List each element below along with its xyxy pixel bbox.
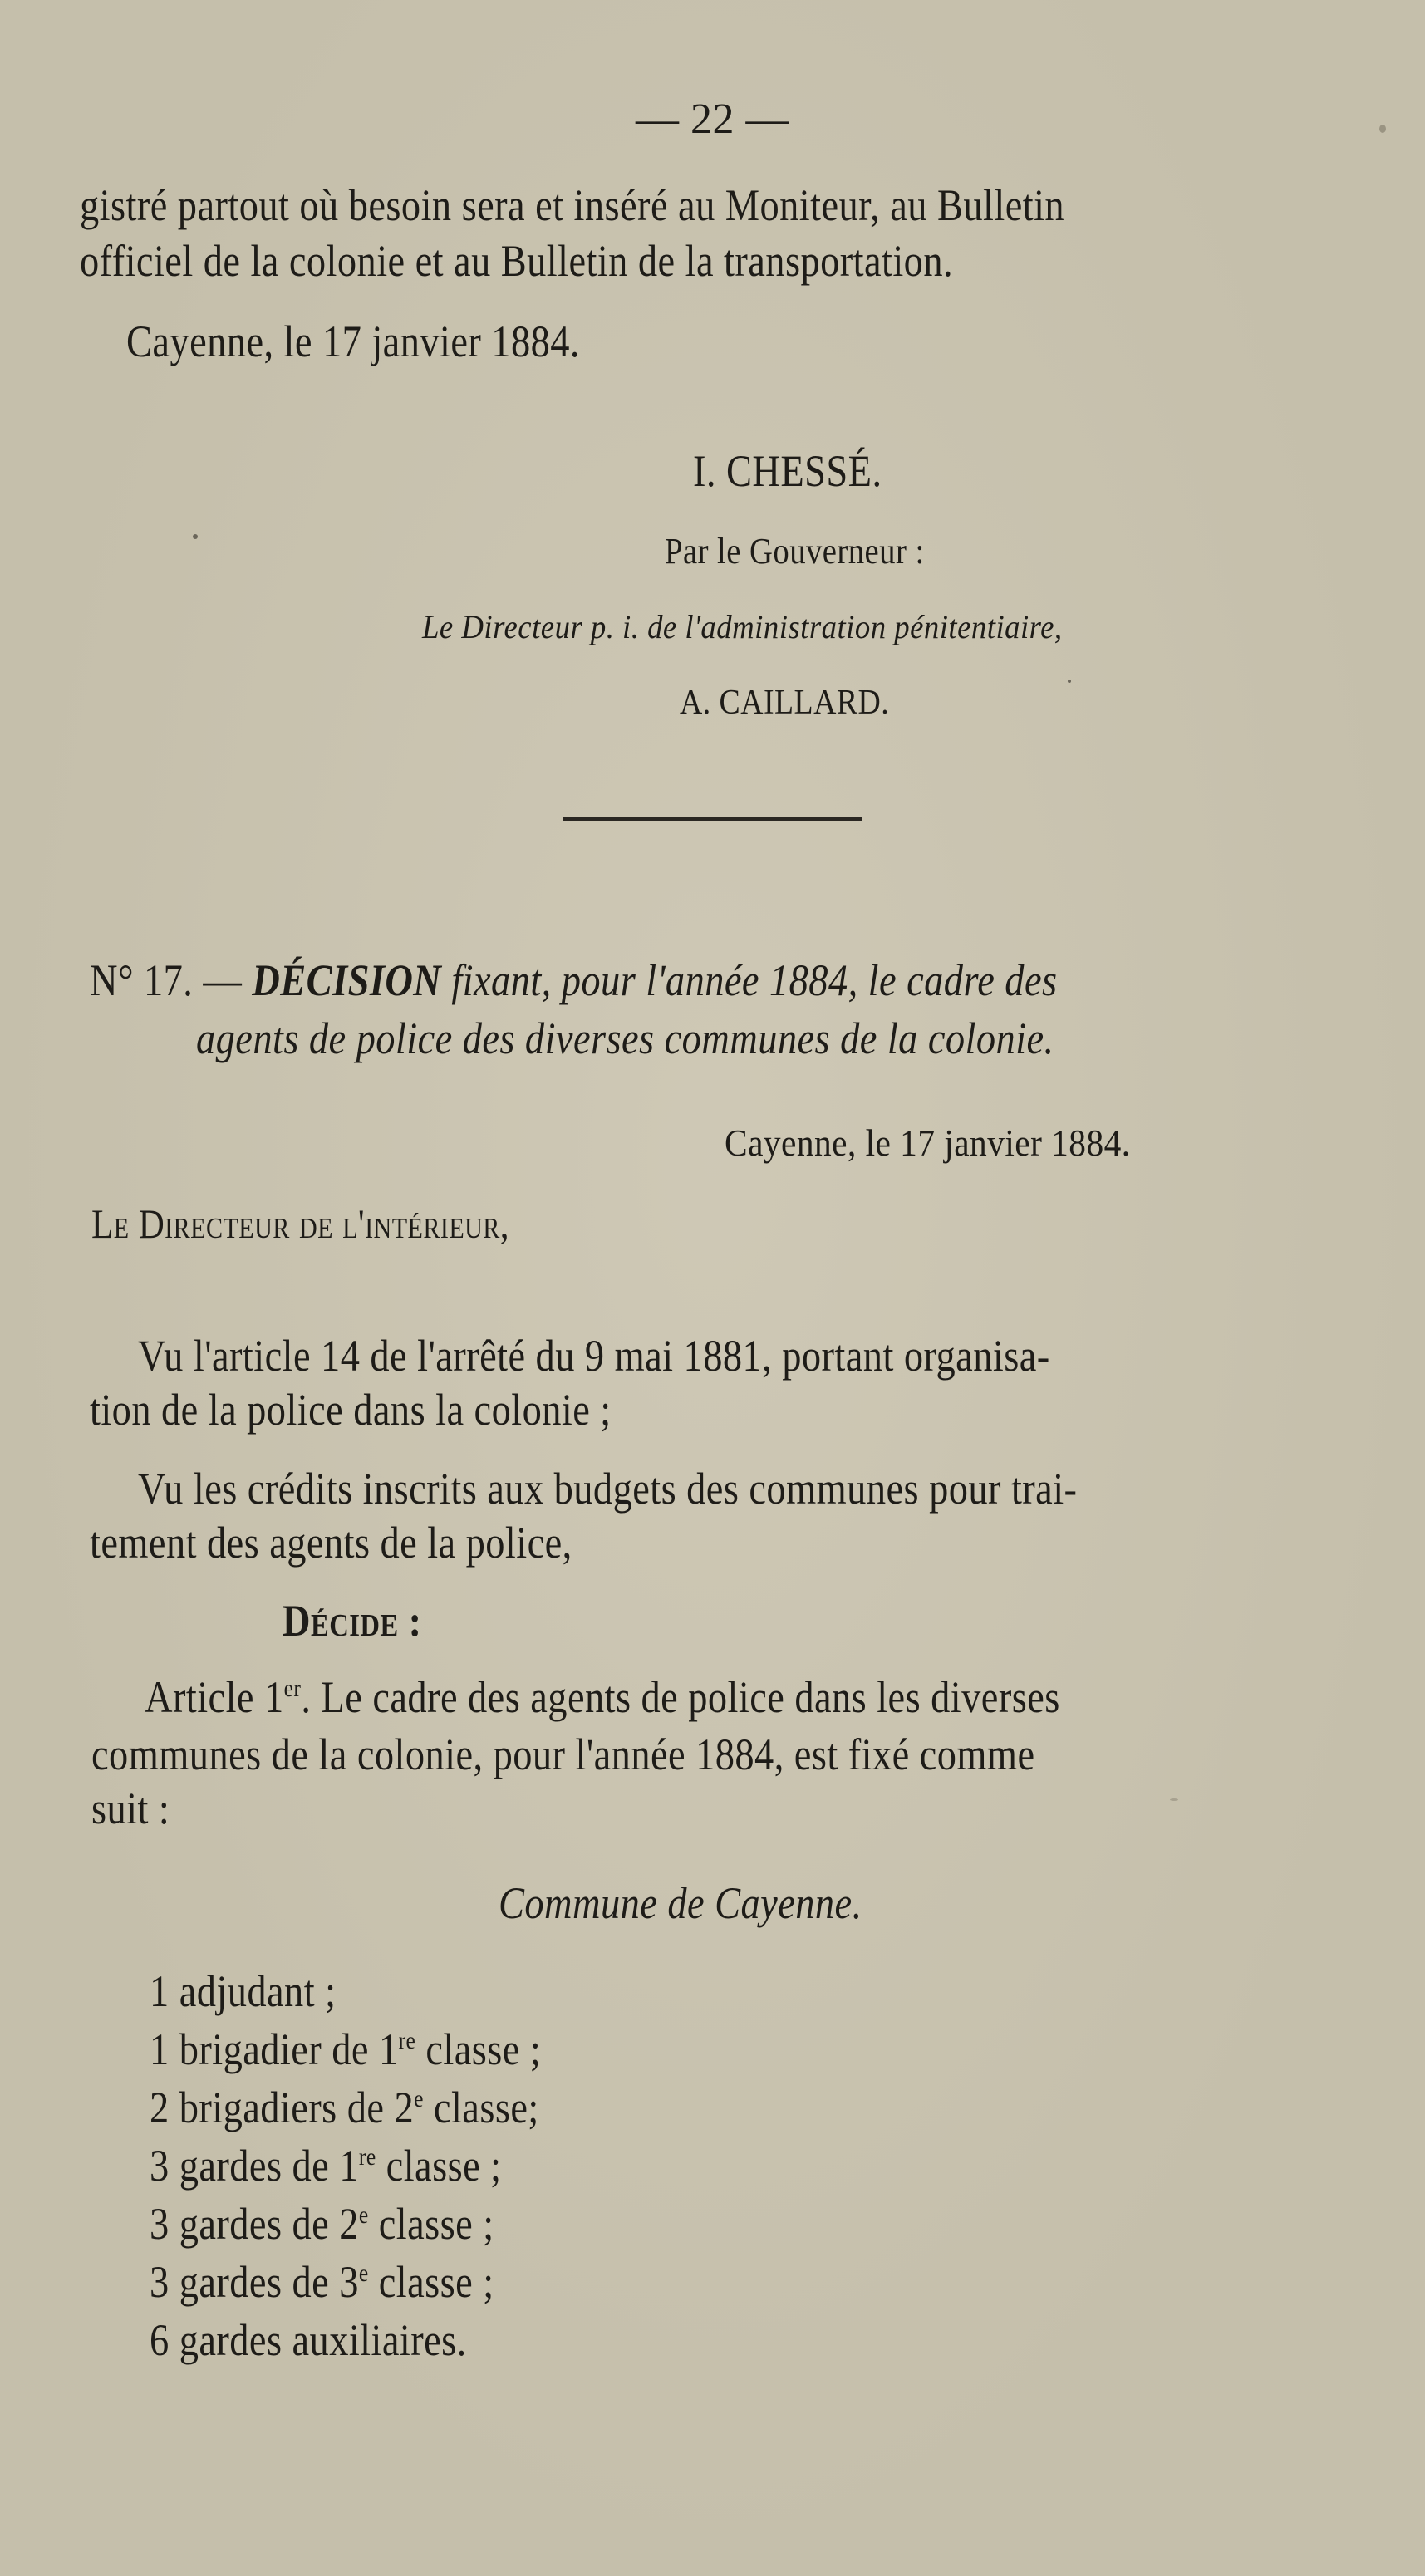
separator-rule bbox=[563, 817, 862, 821]
list-item: 3 gardes de 3e classe ; bbox=[150, 2257, 494, 2307]
text-line: Vu l'article 14 de l'arrêté du 9 mai 1881, portant organisa- bbox=[138, 1331, 1050, 1381]
text-line: officiel de la colonie et au Bulletin de la transportation. bbox=[80, 236, 954, 286]
signatory-name: I. CHESSÉ. bbox=[693, 446, 882, 496]
page-number: — 22 — bbox=[636, 96, 789, 143]
decision-heading: N° 17. — DÉCISION fixant, pour l'année 1884, le cadre des bbox=[90, 955, 1058, 1005]
scan-speck bbox=[193, 534, 198, 539]
list-item: 3 gardes de 1re classe ; bbox=[150, 2141, 502, 2191]
list-item: 2 brigadiers de 2e classe; bbox=[150, 2083, 539, 2132]
decide-heading: Décide : bbox=[283, 1596, 422, 1646]
article-1-line: Article 1er. Le cadre des agents de police dans les diverses bbox=[145, 1672, 1060, 1722]
commune-title: Commune de Cayenne. bbox=[499, 1878, 862, 1928]
text-line: tement des agents de la police, bbox=[90, 1518, 572, 1568]
list-item: 6 gardes auxiliaires. bbox=[150, 2315, 467, 2365]
scan-speck bbox=[1170, 1798, 1178, 1801]
par-le-gouverneur: Par le Gouverneur : bbox=[665, 531, 925, 572]
date-place: Cayenne, le 17 janvier 1884. bbox=[126, 316, 580, 366]
text-line: gistré partout où besoin sera et inséré au Moniteur, au Bulletin bbox=[80, 180, 1065, 230]
signatory-title: Le Directeur p. i. de l'administration pénitentiaire, bbox=[422, 608, 1063, 645]
signatory-signer: A. CAILLARD. bbox=[680, 684, 890, 722]
scan-speck bbox=[1068, 680, 1071, 683]
text-line: communes de la colonie, pour l'année 1884, est fixé comme bbox=[91, 1730, 1035, 1779]
scan-speck bbox=[1379, 125, 1386, 133]
list-item: 3 gardes de 2e classe ; bbox=[150, 2199, 494, 2249]
list-item: 1 adjudant ; bbox=[150, 1966, 337, 2016]
directeur-heading: Le Directeur de l'intérieur, bbox=[91, 1200, 509, 1247]
text-line: Vu les crédits inscrits aux budgets des communes pour trai- bbox=[138, 1464, 1078, 1514]
list-item: 1 brigadier de 1re classe ; bbox=[150, 2024, 542, 2074]
decision-heading-line2: agents de police des diverses communes de la colonie. bbox=[196, 1013, 1054, 1063]
text-line: suit : bbox=[91, 1784, 170, 1833]
text-line: tion de la police dans la colonie ; bbox=[90, 1385, 612, 1435]
decision-date: Cayenne, le 17 janvier 1884. bbox=[725, 1121, 1131, 1164]
